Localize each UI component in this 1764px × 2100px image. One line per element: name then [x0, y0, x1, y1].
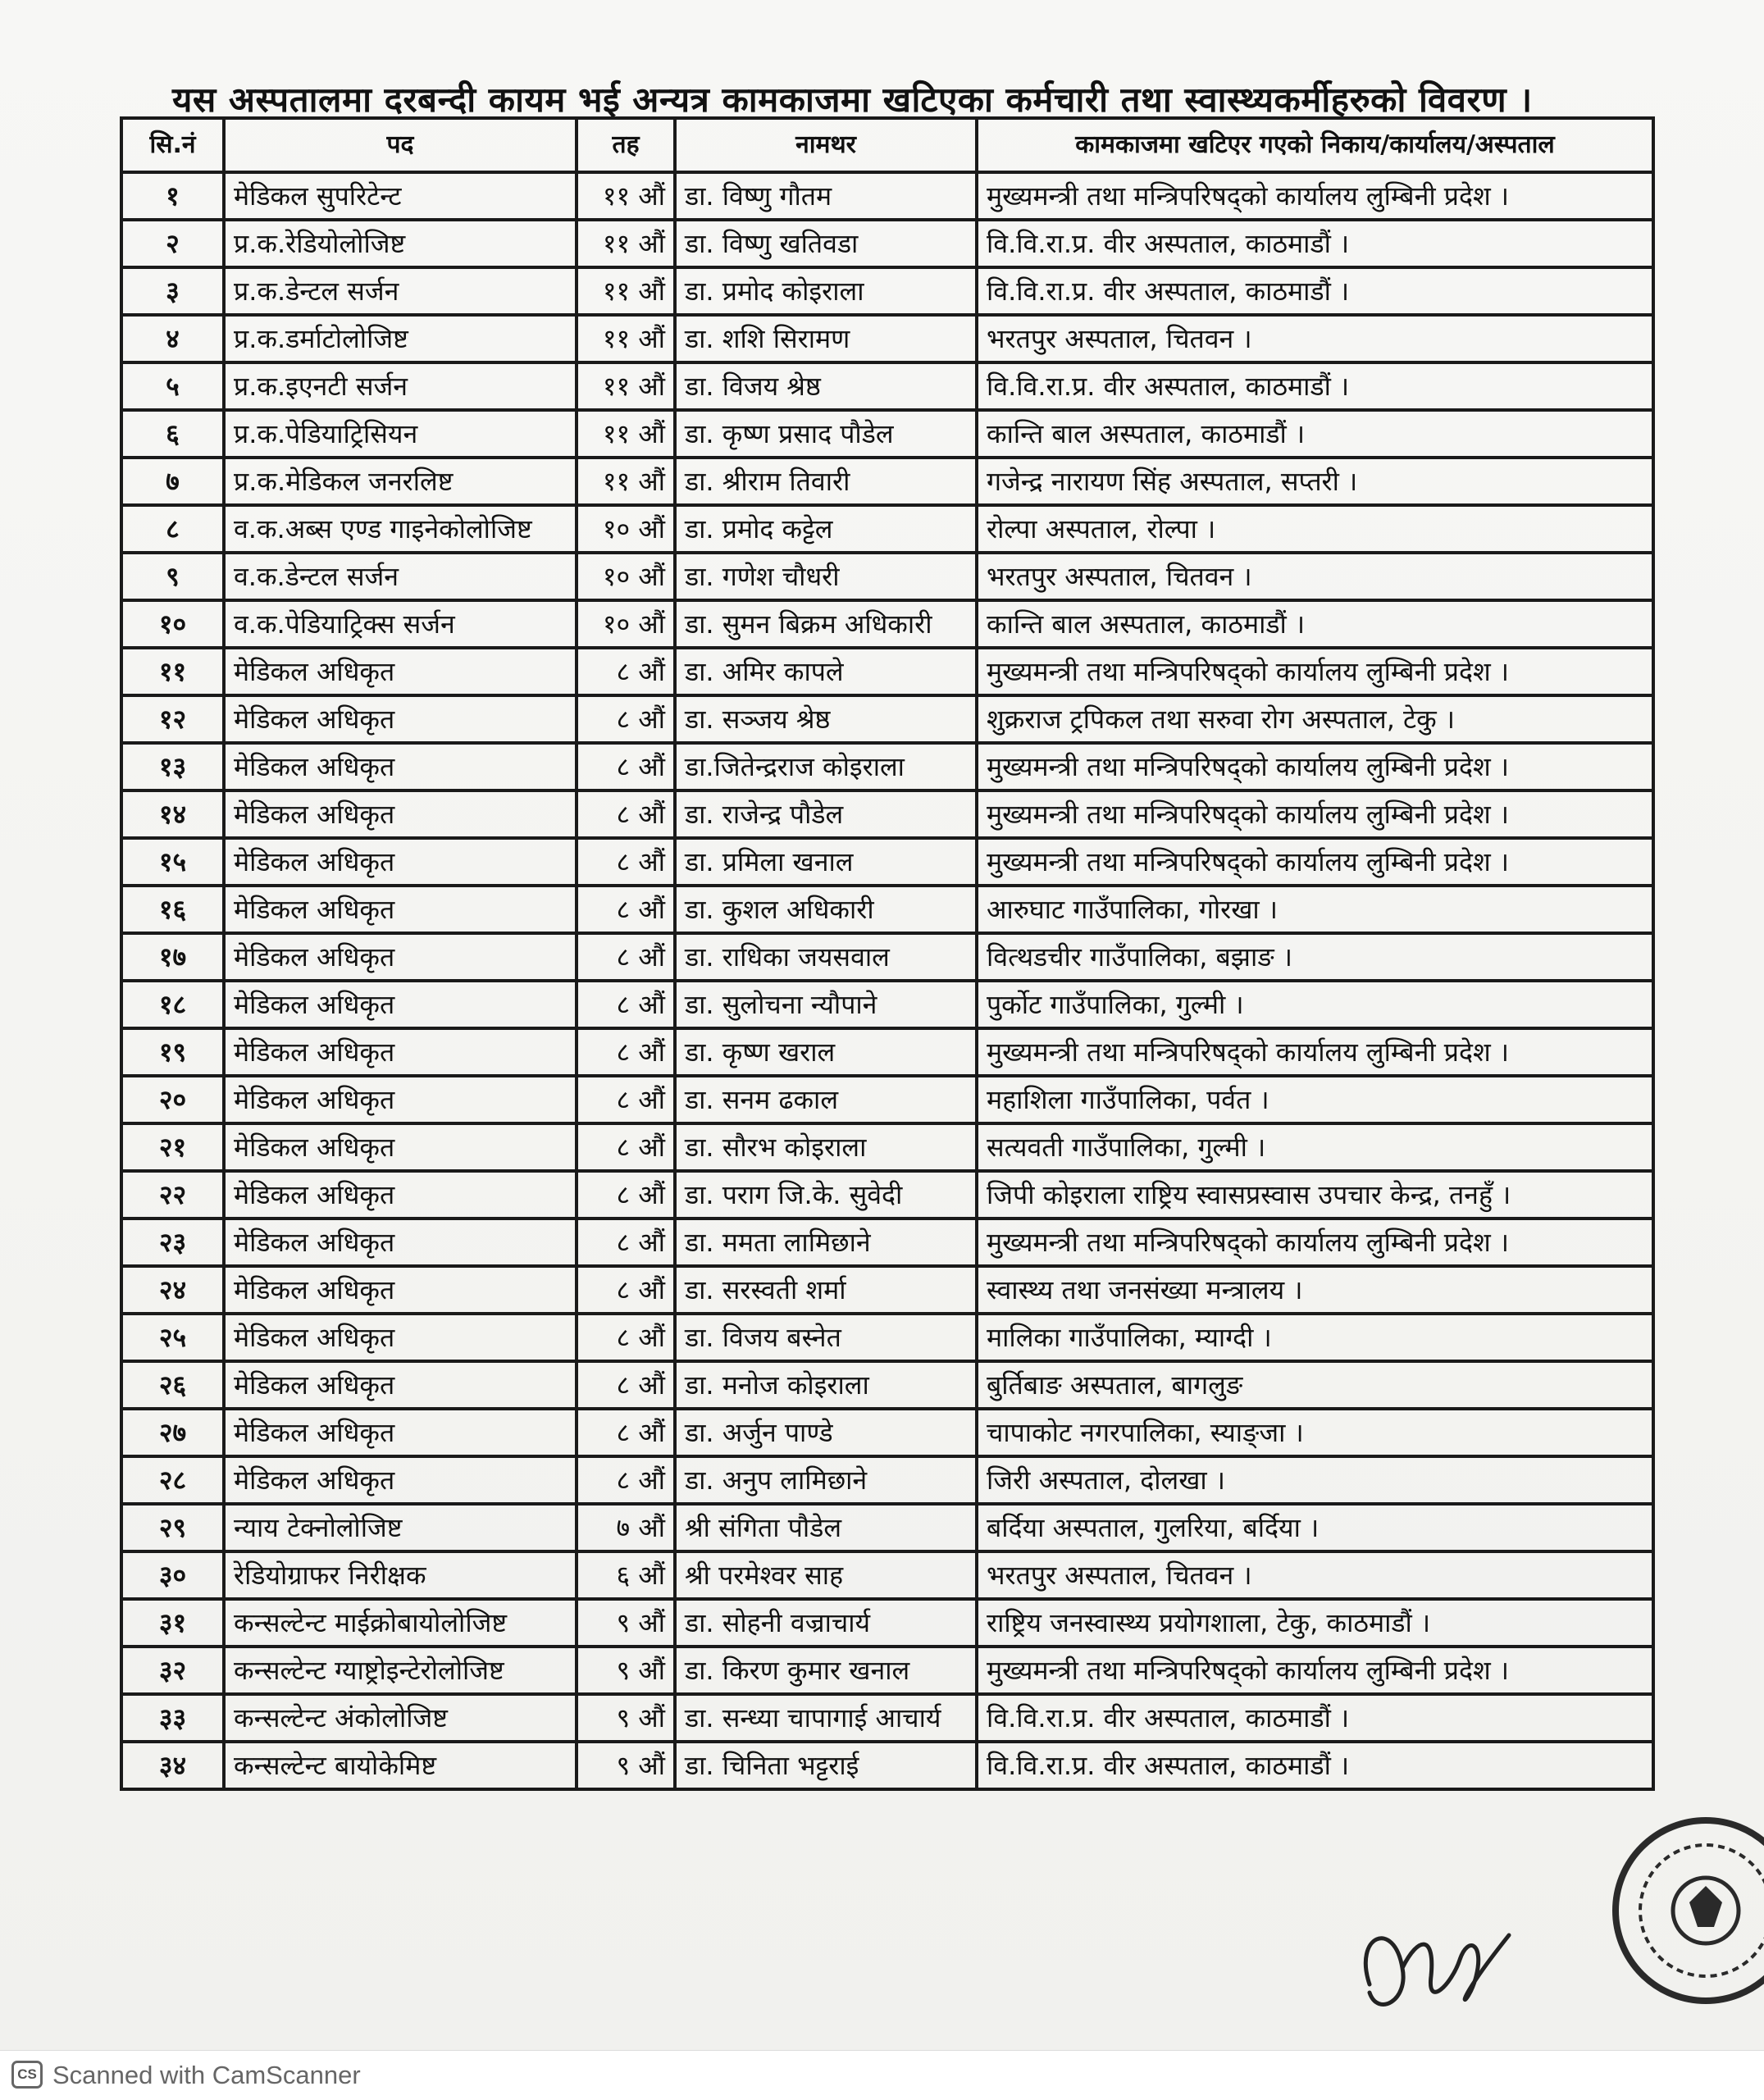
post-cell: व.क.अब्स एण्ड गाइनेकोलोजिष्ट [224, 505, 577, 553]
header-name: नामथर [675, 118, 977, 172]
serial-cell: ३३ [121, 1694, 224, 1742]
level-cell: ७ औं [577, 1504, 675, 1551]
office-cell: मुख्यमन्त्री तथा मन्त्रिपरिषद्को कार्यालय लुम्बिनी प्रदेश । [977, 790, 1653, 838]
level-cell: ११ औं [577, 410, 675, 458]
name-cell: डा. विष्णु गौतम [675, 172, 977, 220]
camscanner-logo: CS [11, 2061, 43, 2089]
level-cell: ८ औं [577, 1361, 675, 1409]
post-cell: कन्सल्टेन्ट ग्याष्ट्रोइन्टेरोलोजिष्ट [224, 1647, 577, 1694]
level-cell: ११ औं [577, 315, 675, 362]
serial-cell: १२ [121, 695, 224, 743]
serial-cell: २४ [121, 1266, 224, 1314]
name-cell: डा. श्रीराम तिवारी [675, 458, 977, 505]
level-cell: १० औं [577, 505, 675, 553]
office-cell: पुर्कोट गाउँपालिका, गुल्मी । [977, 981, 1653, 1028]
name-cell: डा. शशि सिरामण [675, 315, 977, 362]
office-cell: जिरी अस्पताल, दोलखा । [977, 1456, 1653, 1504]
post-cell: प्र.क.पेडियाट्रिसियन [224, 410, 577, 458]
post-cell: मेडिकल अधिकृत [224, 1456, 577, 1504]
post-cell: मेडिकल अधिकृत [224, 695, 577, 743]
table-row [121, 1742, 1653, 1789]
level-cell: ११ औं [577, 172, 675, 220]
serial-cell: १० [121, 600, 224, 648]
name-cell: डा. सौरभ कोइराला [675, 1123, 977, 1171]
camscanner-caption: Scanned with CamScanner [52, 2061, 361, 2089]
office-cell: गजेन्द्र नारायण सिंह अस्पताल, सप्तरी । [977, 458, 1653, 505]
post-cell: मेडिकल अधिकृत [224, 648, 577, 695]
office-cell: वि.वि.रा.प्र. वीर अस्पताल, काठमाडौं । [977, 220, 1653, 267]
office-cell: कान्ति बाल अस्पताल, काठमाडौं । [977, 410, 1653, 458]
table-row [121, 1647, 1653, 1694]
name-cell: डा. कृष्ण खराल [675, 1028, 977, 1076]
office-cell: मुख्यमन्त्री तथा मन्त्रिपरिषद्को कार्यालय लुम्बिनी प्रदेश । [977, 1028, 1653, 1076]
office-cell: मुख्यमन्त्री तथा मन्त्रिपरिषद्को कार्यालय लुम्बिनी प्रदेश । [977, 172, 1653, 220]
name-cell: डा. सोहनी वज्राचार्य [675, 1599, 977, 1647]
post-cell: प्र.क.मेडिकल जनरलिष्ट [224, 458, 577, 505]
office-cell: आरुघाट गाउँपालिका, गोरखा । [977, 886, 1653, 933]
level-cell: ११ औं [577, 267, 675, 315]
name-cell: डा. मनोज कोइराला [675, 1361, 977, 1409]
level-cell: ११ औं [577, 458, 675, 505]
office-cell: मुख्यमन्त्री तथा मन्त्रिपरिषद्को कार्यालय लुम्बिनी प्रदेश । [977, 838, 1653, 886]
name-cell: डा.जितेन्द्रराज कोइराला [675, 743, 977, 790]
post-cell: मेडिकल अधिकृत [224, 981, 577, 1028]
level-cell: ८ औं [577, 743, 675, 790]
office-cell: मुख्यमन्त्री तथा मन्त्रिपरिषद्को कार्यालय लुम्बिनी प्रदेश । [977, 1647, 1653, 1694]
table-row [121, 553, 1653, 600]
serial-cell: ४ [121, 315, 224, 362]
office-cell: भरतपुर अस्पताल, चितवन । [977, 1551, 1653, 1599]
serial-cell: २९ [121, 1504, 224, 1551]
name-cell: डा. विजय बस्नेत [675, 1314, 977, 1361]
table-row [121, 838, 1653, 886]
level-cell: ८ औं [577, 1123, 675, 1171]
header-level: तह [577, 118, 675, 172]
post-cell: मेडिकल अधिकृत [224, 1314, 577, 1361]
serial-cell: ५ [121, 362, 224, 410]
post-cell: कन्सल्टेन्ट बायोकेमिष्ट [224, 1742, 577, 1789]
level-cell: ८ औं [577, 1456, 675, 1504]
serial-cell: २८ [121, 1456, 224, 1504]
level-cell: ८ औं [577, 1076, 675, 1123]
office-cell: वित्थडचीर गाउँपालिका, बझाङ । [977, 933, 1653, 981]
table-body [121, 172, 1653, 1789]
table-row [121, 1456, 1653, 1504]
serial-cell: ६ [121, 410, 224, 458]
table-row [121, 362, 1653, 410]
table-row [121, 648, 1653, 695]
table-row [121, 600, 1653, 648]
serial-cell: ३२ [121, 1647, 224, 1694]
table-header-row [121, 118, 1653, 172]
table-row [121, 1123, 1653, 1171]
name-cell: डा. अनुप लामिछाने [675, 1456, 977, 1504]
name-cell: डा. ममता लामिछाने [675, 1219, 977, 1266]
table-row [121, 172, 1653, 220]
office-cell: रोल्पा अस्पताल, रोल्पा । [977, 505, 1653, 553]
serial-cell: २७ [121, 1409, 224, 1456]
name-cell: डा. गणेश चौधरी [675, 553, 977, 600]
table-row [121, 1314, 1653, 1361]
table-row [121, 1266, 1653, 1314]
post-cell: प्र.क.डेन्टल सर्जन [224, 267, 577, 315]
office-cell: शुक्रराज ट्रपिकल तथा सरुवा रोग अस्पताल, टेकु । [977, 695, 1653, 743]
post-cell: प्र.क.इएनटी सर्जन [224, 362, 577, 410]
table-row [121, 458, 1653, 505]
post-cell: प्र.क.रेडियोलोजिष्ट [224, 220, 577, 267]
level-cell: ८ औं [577, 695, 675, 743]
name-cell: डा. सुमन बिक्रम अधिकारी [675, 600, 977, 648]
post-cell: मेडिकल अधिकृत [224, 1028, 577, 1076]
table-row [121, 886, 1653, 933]
serial-cell: २१ [121, 1123, 224, 1171]
level-cell: ९ औं [577, 1742, 675, 1789]
table-row [121, 743, 1653, 790]
serial-cell: ७ [121, 458, 224, 505]
office-cell: मुख्यमन्त्री तथा मन्त्रिपरिषद्को कार्यालय लुम्बिनी प्रदेश । [977, 648, 1653, 695]
post-cell: रेडियोग्राफर निरीक्षक [224, 1551, 577, 1599]
table-row [121, 790, 1653, 838]
serial-cell: १९ [121, 1028, 224, 1076]
office-cell: राष्ट्रिय जनस्वास्थ्य प्रयोगशाला, टेकु, काठमाडौं । [977, 1599, 1653, 1647]
table-row [121, 220, 1653, 267]
level-cell: ८ औं [577, 981, 675, 1028]
serial-cell: २३ [121, 1219, 224, 1266]
serial-cell: १८ [121, 981, 224, 1028]
post-cell: प्र.क.डर्माटोलोजिष्ट [224, 315, 577, 362]
office-cell: जिपी कोइराला राष्ट्रिय स्वासप्रस्वास उपचार केन्द्र, तनहुँ । [977, 1171, 1653, 1219]
name-cell: डा. सुलोचना न्यौपाने [675, 981, 977, 1028]
level-cell: ८ औं [577, 838, 675, 886]
table-row [121, 1219, 1653, 1266]
name-cell: डा. अमिर कापले [675, 648, 977, 695]
serial-cell: १ [121, 172, 224, 220]
name-cell: डा. सञ्जय श्रेष्ठ [675, 695, 977, 743]
table-row [121, 267, 1653, 315]
level-cell: ८ औं [577, 886, 675, 933]
name-cell: श्री संगिता पौडेल [675, 1504, 977, 1551]
post-cell: मेडिकल अधिकृत [224, 1123, 577, 1171]
header-post: पद [224, 118, 577, 172]
level-cell: ९ औं [577, 1599, 675, 1647]
level-cell: ८ औं [577, 1266, 675, 1314]
post-cell: मेडिकल अधिकृत [224, 1266, 577, 1314]
office-cell: बर्दिया अस्पताल, गुलरिया, बर्दिया । [977, 1504, 1653, 1551]
post-cell: व.क.पेडियाट्रिक्स सर्जन [224, 600, 577, 648]
level-cell: ११ औं [577, 220, 675, 267]
office-cell: महाशिला गाउँपालिका, पर्वत । [977, 1076, 1653, 1123]
office-cell: कान्ति बाल अस्पताल, काठमाडौं । [977, 600, 1653, 648]
serial-cell: १४ [121, 790, 224, 838]
header-serial: सि.नं [121, 118, 224, 172]
table-row [121, 933, 1653, 981]
level-cell: ६ औं [577, 1551, 675, 1599]
table-row [121, 1551, 1653, 1599]
serial-cell: ११ [121, 648, 224, 695]
office-cell: भरतपुर अस्पताल, चितवन । [977, 315, 1653, 362]
post-cell: मेडिकल अधिकृत [224, 886, 577, 933]
post-cell: मेडिकल अधिकृत [224, 743, 577, 790]
header-office: कामकाजमा खटिएर गएको निकाय/कार्यालय/अस्पताल [977, 118, 1653, 172]
name-cell: डा. पराग जि.के. सुवेदी [675, 1171, 977, 1219]
name-cell: डा. सरस्वती शर्मा [675, 1266, 977, 1314]
level-cell: ११ औं [577, 362, 675, 410]
table-row [121, 1599, 1653, 1647]
post-cell: मेडिकल अधिकृत [224, 1361, 577, 1409]
serial-cell: १७ [121, 933, 224, 981]
level-cell: ८ औं [577, 648, 675, 695]
serial-cell: २५ [121, 1314, 224, 1361]
office-cell: स्वास्थ्य तथा जनसंख्या मन्त्रालय । [977, 1266, 1653, 1314]
name-cell: डा. विजय श्रेष्ठ [675, 362, 977, 410]
name-cell: डा. राधिका जयसवाल [675, 933, 977, 981]
table-row [121, 1171, 1653, 1219]
name-cell: डा. प्रमोद कोइराला [675, 267, 977, 315]
name-cell: डा. राजेन्द्र पौडेल [675, 790, 977, 838]
name-cell: डा. कुशल अधिकारी [675, 886, 977, 933]
post-cell: मेडिकल अधिकृत [224, 1171, 577, 1219]
level-cell: ९ औं [577, 1647, 675, 1694]
office-cell: सत्यवती गाउँपालिका, गुल्मी । [977, 1123, 1653, 1171]
name-cell: डा. अर्जुन पाण्डे [675, 1409, 977, 1456]
table-row [121, 1361, 1653, 1409]
table-row [121, 695, 1653, 743]
name-cell: डा. किरण कुमार खनाल [675, 1647, 977, 1694]
name-cell: डा. चिनिता भट्टराई [675, 1742, 977, 1789]
office-cell: चापाकोट नगरपालिका, स्याङ्जा । [977, 1409, 1653, 1456]
office-cell: मुख्यमन्त्री तथा मन्त्रिपरिषद्को कार्यालय लुम्बिनी प्रदेश । [977, 1219, 1653, 1266]
serial-cell: ३४ [121, 1742, 224, 1789]
post-cell: कन्सल्टेन्ट अंकोलोजिष्ट [224, 1694, 577, 1742]
serial-cell: ३१ [121, 1599, 224, 1647]
post-cell: मेडिकल अधिकृत [224, 838, 577, 886]
serial-cell: ९ [121, 553, 224, 600]
office-cell: मालिका गाउँपालिका, म्याग्दी । [977, 1314, 1653, 1361]
scanner-footer [0, 2050, 1764, 2100]
post-cell: व.क.डेन्टल सर्जन [224, 553, 577, 600]
post-cell: मेडिकल अधिकृत [224, 1219, 577, 1266]
level-cell: ८ औं [577, 933, 675, 981]
office-cell: भरतपुर अस्पताल, चितवन । [977, 553, 1653, 600]
staff-table [120, 116, 1655, 1791]
serial-cell: १६ [121, 886, 224, 933]
table-row [121, 1694, 1653, 1742]
post-cell: मेडिकल अधिकृत [224, 790, 577, 838]
level-cell: ८ औं [577, 790, 675, 838]
office-cell: वि.वि.रा.प्र. वीर अस्पताल, काठमाडौं । [977, 267, 1653, 315]
table-row [121, 981, 1653, 1028]
office-cell: मुख्यमन्त्री तथा मन्त्रिपरिषद्को कार्यालय लुम्बिनी प्रदेश । [977, 743, 1653, 790]
post-cell: मेडिकल अधिकृत [224, 1409, 577, 1456]
level-cell: ९ औं [577, 1694, 675, 1742]
serial-cell: २२ [121, 1171, 224, 1219]
serial-cell: ३ [121, 267, 224, 315]
office-seal-icon [1550, 1788, 1764, 2034]
table-row [121, 1076, 1653, 1123]
office-cell: वि.वि.रा.प्र. वीर अस्पताल, काठमाडौं । [977, 362, 1653, 410]
post-cell: मेडिकल अधिकृत [224, 933, 577, 981]
table-row [121, 410, 1653, 458]
name-cell: डा. कृष्ण प्रसाद पौडेल [675, 410, 977, 458]
table-row [121, 505, 1653, 553]
office-cell: बुर्तिबाङ अस्पताल, बागलुङ [977, 1361, 1653, 1409]
serial-cell: २६ [121, 1361, 224, 1409]
serial-cell: २ [121, 220, 224, 267]
document-title: यस अस्पतालमा दरबन्दी कायम भई अन्यत्र कामकाजमा खटिएका कर्मचारी तथा स्वास्थ्यकर्मीहरुको विवरण । [172, 80, 1533, 120]
office-cell: वि.वि.रा.प्र. वीर अस्पताल, काठमाडौं । [977, 1742, 1653, 1789]
table-row [121, 315, 1653, 362]
post-cell: कन्सल्टेन्ट माईक्रोबायोलोजिष्ट [224, 1599, 577, 1647]
table-row [121, 1028, 1653, 1076]
name-cell: डा. विष्णु खतिवडा [675, 220, 977, 267]
level-cell: ८ औं [577, 1028, 675, 1076]
level-cell: ८ औं [577, 1219, 675, 1266]
table-row [121, 1409, 1653, 1456]
serial-cell: ३० [121, 1551, 224, 1599]
level-cell: ८ औं [577, 1409, 675, 1456]
post-cell: मेडिकल अधिकृत [224, 1076, 577, 1123]
post-cell: न्याय टेक्नोलोजिष्ट [224, 1504, 577, 1551]
serial-cell: १५ [121, 838, 224, 886]
serial-cell: १३ [121, 743, 224, 790]
name-cell: डा. प्रमिला खनाल [675, 838, 977, 886]
serial-cell: ८ [121, 505, 224, 553]
name-cell: श्री परमेश्वर साह [675, 1551, 977, 1599]
serial-cell: २० [121, 1076, 224, 1123]
name-cell: डा. सन्ध्या चापागाई आचार्य [675, 1694, 977, 1742]
level-cell: ८ औं [577, 1171, 675, 1219]
name-cell: डा. सनम ढकाल [675, 1076, 977, 1123]
level-cell: १० औं [577, 600, 675, 648]
table-row [121, 1504, 1653, 1551]
office-cell: वि.वि.रा.प्र. वीर अस्पताल, काठमाडौं । [977, 1694, 1653, 1742]
name-cell: डा. प्रमोद कट्टेल [675, 505, 977, 553]
post-cell: मेडिकल सुपरिटेन्ट [224, 172, 577, 220]
signature-icon [1345, 1886, 1534, 2034]
level-cell: १० औं [577, 553, 675, 600]
level-cell: ८ औं [577, 1314, 675, 1361]
